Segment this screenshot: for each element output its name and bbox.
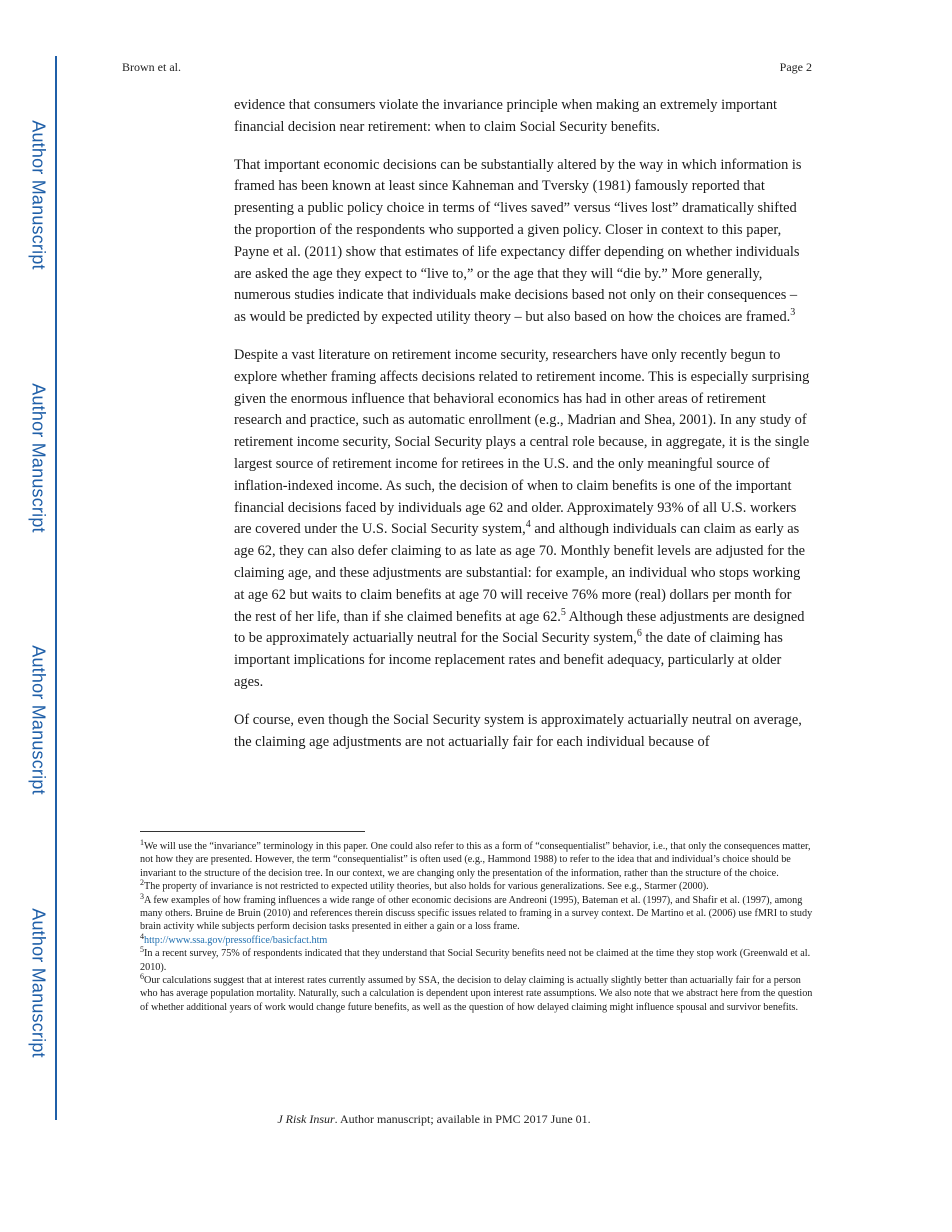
paragraph-text: That important economic decisions can be substantially altered by the way in which information is framed has been known at least since Kahneman and Tversky (1981) famously reported that presenting a public policy choice in terms of “lives saved” versus “lives lost” dramatically shifted the proportion of the respondents who supported a given policy. Closer in context to this paper, Payne et al. (2011) show that estimates of life expectancy differ depending on whether individuals are asked the age they expect to “live to,” or the age that they will “die by.” More generally, numerous studies indicate that individuals make decisions based not only on their consequences – as would be predicted by expected utility theory – but also based on how the choices are framed. [234, 156, 802, 326]
paragraph [234, 155, 812, 329]
paragraph-text: Of course, even though the Social Security system is approximately actuarially neutral on average, the claiming age adjustments are not actuarially fair for each individual because of [234, 711, 802, 750]
footnote-number: 1 [140, 838, 144, 847]
footnote [140, 974, 814, 1014]
paragraph [234, 710, 812, 754]
footnote [140, 891, 814, 934]
page-footer [0, 1112, 868, 1127]
footnote [140, 880, 814, 893]
paragraph [234, 345, 812, 694]
footnote-number: 5 [140, 945, 144, 955]
footnote-number: 6 [140, 972, 144, 982]
paragraph-text: evidence that consumers violate the invariance principle when making an extremely important financial decision near retirement: when to claim Social Security benefits. [234, 97, 778, 135]
footnote [140, 931, 814, 947]
footnote-number: 4 [140, 931, 144, 941]
footnote [140, 840, 814, 880]
running-head-authors: Brown et al. [122, 60, 181, 74]
paragraph-text: Despite a vast literature on retirement income security, researchers have only recently begun to explore whether framing affects decisions related to retirement income. This is especially surprising given the enormous influence that behavioral economics has had in other areas of retirement research and practice, such as automatic enrollment (e.g., Madrian and Shea, 2001). In any study of retirement income security, Social Security plays a central role because, in aggregate, it is the single largest source of retirement income for retirees in the U.S. and the only meaningful source of inflation-indexed income. As such, the decision of when to claim benefits is one of the important financial decisions faced by individuals age 62 and older. Approximately 93% of all U.S. workers are covered under the U.S. Social Security system, [234, 346, 810, 538]
paragraph [234, 95, 812, 139]
running-head-page: Page 2 [779, 60, 812, 74]
footnote-number: 2 [140, 878, 144, 888]
paragraph-text: the date of claiming has important implications for income replacement rates and benefit adequacy, particularly at older ages. [234, 630, 783, 690]
footnote-text: Our calculations suggest that at interest rates currently assumed by SSA, the decision to delay claiming is actually slightly better than actuarially fair for a person who has average population mortality. Naturally, such a calculation is dependent upon interest rate assumptions. We also note that we abstract here from the question of whether additional years of work would change future benefits, as well as the question of how delayed claiming might influence spousal and survivor benefits. [140, 975, 813, 1013]
footer-text: . Author manuscript; available in PMC 2017 June 01. [334, 1112, 591, 1126]
footnote-text: The property of invariance is not restricted to expected utility theories, but also holds for various generalizations. See e.g., Starmer (2000). [144, 881, 709, 893]
footnote-ref[interactable]: 6 [636, 628, 642, 640]
footnote-number: 3 [140, 891, 144, 901]
paragraph-text: Although these adjustments are designed to be approximately actuarially neutral for the Social Security system, [234, 608, 805, 647]
footnotes [140, 840, 814, 1014]
footnote-ref[interactable]: 5 [560, 606, 566, 618]
footnote-divider [140, 831, 365, 832]
body-text [234, 95, 812, 769]
footnote [140, 947, 814, 974]
ssa-basic-facts-link[interactable]: http://www.ssa.gov/pressoffice/basicfact.htm [144, 934, 328, 946]
footnote-text: In a recent survey, 75% of respondents indicated that they understand that Social Security benefits need not be claimed at the time they stop work (Greenwald et al. 2010). [140, 948, 811, 973]
margin-rule [55, 56, 57, 1120]
paragraph-text: and although individuals can claim as early as age 62, they can also defer claiming to as late as age 70. Monthly benefit levels are adjusted for the claiming age, and these adjustments are substantial: for example, an individual who stops working at age 62 but waits to claim benefits at age 70 will receive 76% more (real) dollars per month for the rest of her life, than if she claimed benefits at age 62. [234, 521, 806, 625]
footnote-text: We will use the “invariance” terminology in this paper. One could also refer to this as a form of “consequentialist” behavior, i.e., that only the consequences matter, not how they are presented. However, the term “consequentialist” is often used (e.g., Hammond 1988) to refer to the idea that and individual’s choice should be invariant to the structure of the decision tree. In our context, we are changing only the presentation of the information, rather than the structure of the choice. [140, 841, 811, 879]
footnote-text: A few examples of how framing influences a wide range of other economic decisions are Andreoni (1995), Bateman et al. (1997), and Shafir et al. (1997), among many others. Bruine de Bruin (2010) and references therein discuss specific issues related to framing in a survey context. De Martino et al. (2006) use fMRI to study brain activity while subjects perform decision tasks presented in either a gain or a loss frame. [140, 894, 813, 933]
footnote-ref[interactable]: 4 [525, 519, 531, 531]
journal-name: J Risk Insur [277, 1112, 335, 1126]
footnote-ref[interactable]: 3 [790, 307, 796, 319]
